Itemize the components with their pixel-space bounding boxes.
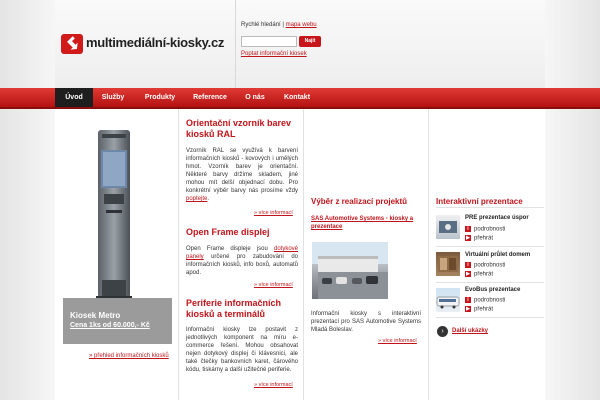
- periferie-title-line2: kiosků a terminálů: [186, 309, 266, 319]
- column-divider: [178, 109, 179, 400]
- sas-more-link[interactable]: » více informací: [378, 338, 417, 344]
- evobus-details[interactable]: [465, 297, 505, 304]
- interactive-divider: [436, 317, 544, 318]
- ral-title-line2: kiosků RAL: [186, 129, 236, 139]
- periferie-more-link[interactable]: » více informací: [254, 382, 293, 388]
- search-button[interactable]: Najít: [299, 36, 321, 47]
- inquiry-link[interactable]: Poptat informační kiosek: [241, 51, 307, 57]
- sas-body: Informační kiosky s interaktivní prezentací pro SAS Automotive Systems Mladá Boleslav.: [311, 311, 421, 333]
- house-play-label: přehrát: [474, 271, 494, 278]
- openframe-body-b: určené pro zabudování do informačních kiosků, info boxů, automatů apod.: [186, 254, 298, 276]
- ral-title[interactable]: [186, 118, 298, 140]
- interactive-divider: [436, 246, 544, 247]
- house-thumbnail[interactable]: [436, 252, 460, 276]
- arrow-right-icon[interactable]: ›: [437, 326, 448, 337]
- kiosk-image[interactable]: [96, 130, 132, 302]
- sas-photo[interactable]: [312, 242, 388, 299]
- pre-details-label: podrobnosti: [474, 226, 506, 233]
- interactive-divider: [436, 282, 544, 283]
- house-details-label: podrobnosti: [474, 262, 506, 269]
- openframe-body-a: Open Frame displeje jsou: [186, 246, 274, 252]
- info-icon: i: [465, 226, 471, 232]
- more-demos-link[interactable]: Další ukázky: [452, 328, 489, 334]
- play-icon: ▶: [466, 235, 470, 241]
- ral-body: [186, 147, 298, 203]
- evobus-title[interactable]: EvoBus prezentace: [465, 287, 521, 293]
- periferie-body: Informační kiosky lze postavit z jednotlivých komponent na míru e-commerce řešení. Mohou obsahovat nejen dotykový displej či klávesnici, ale také čtečky bankovních karet, čárového kódu, tiskárny a další užitečné periferie.: [186, 327, 298, 373]
- header-left-shade: [0, 0, 55, 88]
- pre-details[interactable]: [465, 226, 505, 233]
- search-input[interactable]: [241, 36, 297, 47]
- kiosk-title[interactable]: Kiosek Metro: [70, 311, 121, 320]
- periferie-title[interactable]: [186, 298, 298, 320]
- interactive-divider: [436, 207, 544, 208]
- pre-play-label: přehrát: [474, 235, 494, 242]
- info-icon: i: [465, 297, 471, 303]
- house-details[interactable]: [465, 262, 505, 269]
- info-icon: i: [465, 262, 471, 268]
- ral-inquiry-link[interactable]: poptejte: [186, 196, 208, 202]
- house-title[interactable]: Virtuální průlet domem: [465, 252, 531, 258]
- column-divider: [303, 109, 304, 400]
- openframe-body: [186, 245, 298, 277]
- realizace-title: Výběr z realizací projektů: [311, 197, 408, 206]
- kiosk-price[interactable]: Cena 1ks od 60.000,- Kč: [70, 322, 150, 329]
- ral-title-line1: Orientační vzorník barev: [186, 118, 292, 128]
- ral-body-end: .: [207, 196, 210, 202]
- pre-thumbnail[interactable]: [436, 215, 460, 239]
- nav-item-o-nas[interactable]: O nás: [245, 94, 265, 101]
- evobus-thumbnail[interactable]: [436, 288, 460, 312]
- sitemap-link[interactable]: mapa webu: [285, 22, 317, 28]
- pre-play[interactable]: [465, 235, 493, 242]
- logo-icon[interactable]: [61, 34, 83, 54]
- touch-panel-link[interactable]: dotykové panely: [186, 246, 298, 260]
- ral-more-link[interactable]: » více informací: [254, 210, 293, 216]
- header-right-shade: [545, 0, 600, 88]
- sas-project-link[interactable]: SAS Automotive Systems - kiosky a prezentace: [311, 216, 414, 230]
- evobus-play[interactable]: [465, 306, 493, 313]
- kiosk-caption[interactable]: [63, 298, 172, 344]
- periferie-title-line1: Periferie informačních: [186, 298, 282, 308]
- nav-item-sluzby[interactable]: Služby: [101, 94, 125, 101]
- play-icon: ▶: [466, 306, 470, 312]
- header-divider: [235, 0, 236, 88]
- evobus-details-label: podrobnosti: [474, 297, 506, 304]
- ral-body-text: Vzorník RAL se využívá k barvení informačních kiosků - kovových i umělých hmot. Vzorník barev je orientační. Některé barvy držíme skladem, jiné mohou mít delší objednací dobu. Pro konkrétní výběr barvy nás prosíme vždy: [186, 148, 298, 194]
- openframe-more-link[interactable]: » více informací: [254, 282, 293, 288]
- pre-title[interactable]: PRE prezentace úspor: [465, 215, 529, 221]
- evobus-play-label: přehrát: [474, 306, 494, 313]
- nav-item-reference[interactable]: Reference: [193, 94, 227, 101]
- nav-item-produkty[interactable]: Produkty: [144, 94, 176, 101]
- quick-search-label: Rychlé hledání | mapa webu: [241, 22, 317, 28]
- nav-item-uvod[interactable]: Úvod: [55, 88, 93, 107]
- interactive-title: Interaktivní prezentace: [436, 197, 523, 206]
- play-icon: ▶: [466, 271, 470, 277]
- nav-underline: [0, 107, 600, 109]
- kiosk-overview-link[interactable]: » přehled informačních kiosků: [89, 353, 169, 359]
- column-divider: [428, 109, 429, 400]
- house-play[interactable]: [465, 271, 493, 278]
- openframe-title[interactable]: Open Frame displej: [186, 227, 270, 237]
- quick-search-text: Rychlé hledání: [241, 22, 281, 28]
- logo-text[interactable]: multimediální-kiosky.cz: [86, 35, 225, 50]
- nav-item-kontakt[interactable]: Kontakt: [283, 94, 311, 101]
